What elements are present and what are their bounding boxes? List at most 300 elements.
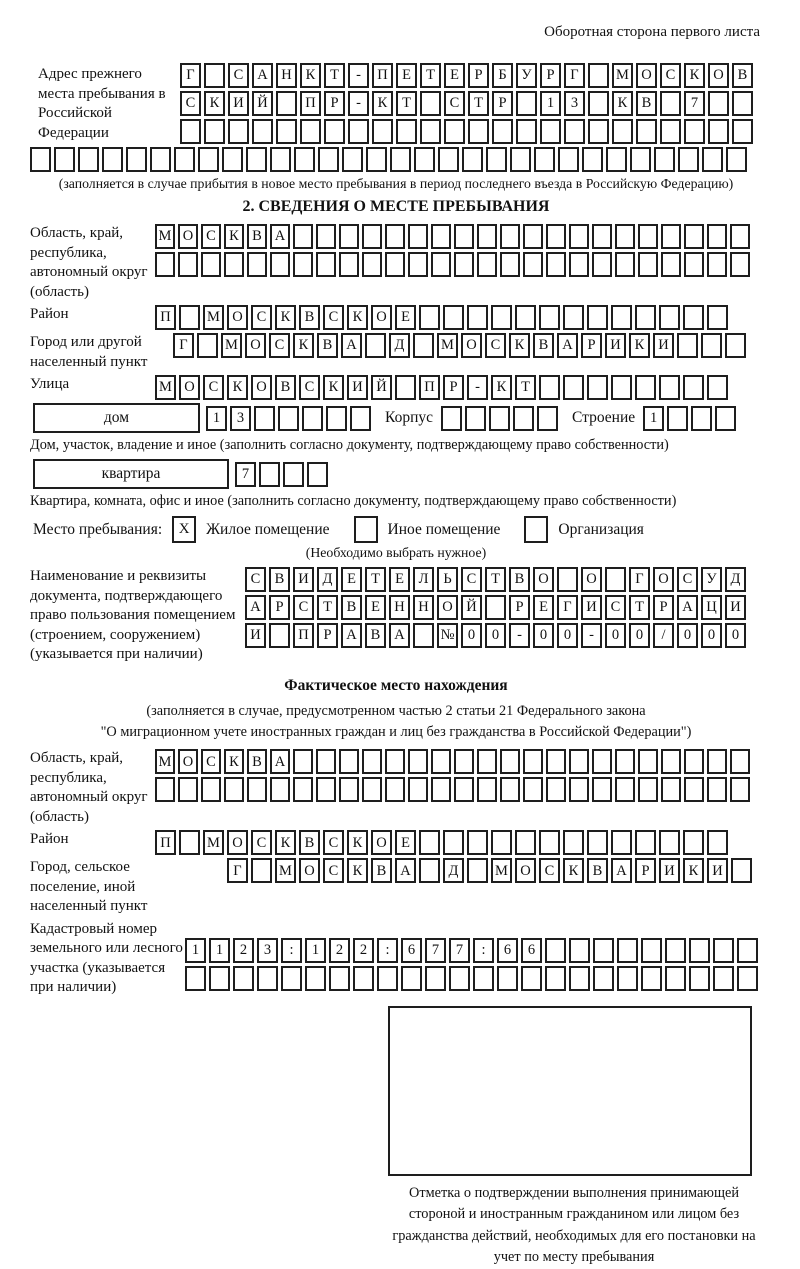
char-cell bbox=[611, 830, 632, 855]
char-cell: Г bbox=[557, 595, 578, 620]
char-cell: П bbox=[372, 63, 393, 88]
char-cell bbox=[638, 252, 658, 277]
char-cell: К bbox=[629, 333, 650, 358]
char-cell: А bbox=[341, 623, 362, 648]
field-label-street: Улица bbox=[30, 376, 70, 392]
char-cell bbox=[707, 305, 728, 330]
char-cell: С bbox=[539, 858, 560, 883]
char-cell bbox=[683, 830, 704, 855]
char-cell: И bbox=[581, 595, 602, 620]
char-cell bbox=[730, 224, 750, 249]
char-cell: Р bbox=[324, 91, 345, 116]
char-cell: В bbox=[275, 375, 296, 400]
char-cell: Г bbox=[173, 333, 194, 358]
char-cell bbox=[477, 749, 497, 774]
char-cell bbox=[606, 147, 627, 172]
char-cell bbox=[707, 830, 728, 855]
char-cell: С bbox=[180, 91, 201, 116]
char-cell bbox=[180, 119, 201, 144]
char-cell: В bbox=[247, 749, 267, 774]
char-cell: А bbox=[270, 749, 290, 774]
char-cell-row bbox=[155, 252, 750, 277]
char-cell: Р bbox=[509, 595, 530, 620]
char-cell bbox=[521, 966, 542, 991]
district-field bbox=[30, 305, 762, 330]
char-cell: О bbox=[533, 567, 554, 592]
cadastral-field bbox=[30, 920, 762, 998]
char-cell: А bbox=[389, 623, 410, 648]
char-cell bbox=[638, 224, 658, 249]
char-cell: Н bbox=[413, 595, 434, 620]
char-cell bbox=[691, 406, 712, 431]
char-cell bbox=[54, 147, 75, 172]
char-cell bbox=[316, 252, 336, 277]
char-cell: 3 bbox=[564, 91, 585, 116]
char-cell bbox=[477, 224, 497, 249]
char-cell: В bbox=[533, 333, 554, 358]
char-cell: М bbox=[203, 830, 224, 855]
prev-address-block bbox=[30, 63, 762, 144]
char-cell bbox=[569, 966, 590, 991]
char-cell bbox=[204, 63, 225, 88]
char-cell: О bbox=[581, 567, 602, 592]
char-cell: 0 bbox=[629, 623, 650, 648]
char-cell bbox=[701, 333, 722, 358]
char-cell bbox=[102, 147, 123, 172]
option-label-other-premises: Иное помещение bbox=[387, 520, 501, 538]
char-cell bbox=[278, 406, 299, 431]
char-cell: Т bbox=[468, 91, 489, 116]
char-cell bbox=[468, 119, 489, 144]
char-cell bbox=[545, 938, 566, 963]
char-cell bbox=[731, 858, 752, 883]
char-cell bbox=[684, 252, 704, 277]
char-cell: Р bbox=[635, 858, 656, 883]
char-cell: С bbox=[251, 830, 272, 855]
char-cell: Р bbox=[653, 595, 674, 620]
char-cell: 2 bbox=[329, 938, 350, 963]
char-cell: Й bbox=[252, 91, 273, 116]
char-cell bbox=[324, 119, 345, 144]
char-cell: 1 bbox=[206, 406, 227, 431]
char-cell-row bbox=[180, 91, 753, 116]
char-cell: О bbox=[708, 63, 729, 88]
char-cell: П bbox=[155, 830, 176, 855]
char-cell bbox=[150, 147, 171, 172]
char-cell bbox=[611, 375, 632, 400]
char-cell bbox=[737, 938, 758, 963]
char-cell bbox=[477, 777, 497, 802]
char-cell: И bbox=[659, 858, 680, 883]
char-cell bbox=[302, 406, 323, 431]
char-cell: О bbox=[437, 595, 458, 620]
char-cell: М bbox=[221, 333, 242, 358]
char-cell: К bbox=[275, 305, 296, 330]
char-cell: С bbox=[677, 567, 698, 592]
char-cell: М bbox=[275, 858, 296, 883]
char-cell bbox=[660, 91, 681, 116]
char-cell: Г bbox=[564, 63, 585, 88]
char-cell bbox=[707, 777, 727, 802]
char-cell: С bbox=[444, 91, 465, 116]
korpus-label: Корпус bbox=[385, 409, 433, 426]
char-cell: - bbox=[348, 63, 369, 88]
field-label-document: Наименование и реквизиты документа, подтверждающего право пользования помещением (строением, сооружением) (указывается при наличии) bbox=[30, 568, 236, 662]
char-cell: С bbox=[660, 63, 681, 88]
char-cell bbox=[78, 147, 99, 172]
char-cell bbox=[362, 224, 382, 249]
char-cell bbox=[293, 777, 313, 802]
apartment-type-box: квартира bbox=[33, 459, 229, 489]
char-cell-row bbox=[155, 830, 728, 855]
char-cell bbox=[467, 858, 488, 883]
char-cell bbox=[366, 147, 387, 172]
char-cell: И bbox=[725, 595, 746, 620]
char-cell: Д bbox=[443, 858, 464, 883]
char-cell: Р bbox=[468, 63, 489, 88]
stroenie-label: Строение bbox=[572, 409, 636, 426]
char-cell bbox=[179, 830, 200, 855]
char-cell-row bbox=[245, 567, 746, 592]
char-cell bbox=[546, 777, 566, 802]
char-cell bbox=[179, 305, 200, 330]
char-cell bbox=[431, 777, 451, 802]
char-cell-row bbox=[155, 777, 750, 802]
char-cell bbox=[270, 147, 291, 172]
char-cell bbox=[307, 462, 328, 487]
apartment-line bbox=[33, 459, 762, 489]
char-cell bbox=[661, 777, 681, 802]
checkbox-other-premises bbox=[354, 516, 378, 543]
char-cell: № bbox=[437, 623, 458, 648]
char-cell bbox=[408, 777, 428, 802]
field-label-prev-address: Адрес прежнего места пребывания в Российской Федерации bbox=[38, 66, 166, 141]
char-cell: В bbox=[247, 224, 267, 249]
char-cell: С bbox=[245, 567, 266, 592]
char-cell bbox=[269, 623, 290, 648]
char-cell bbox=[385, 224, 405, 249]
char-cell bbox=[667, 406, 688, 431]
char-cell bbox=[270, 777, 290, 802]
char-cell: А bbox=[245, 595, 266, 620]
char-cell bbox=[540, 119, 561, 144]
char-cell bbox=[222, 147, 243, 172]
char-cell: 0 bbox=[557, 623, 578, 648]
char-cell bbox=[737, 966, 758, 991]
char-cell bbox=[612, 119, 633, 144]
char-cell bbox=[467, 305, 488, 330]
prev-address-note: (заполняется в случае прибытия в новое место пребывания в период последнего въезда в Российскую Федерацию) bbox=[58, 176, 734, 191]
char-cell bbox=[339, 224, 359, 249]
char-cell bbox=[316, 777, 336, 802]
confirmation-area bbox=[30, 1006, 762, 1269]
char-cell: Т bbox=[365, 567, 386, 592]
char-cell: - bbox=[509, 623, 530, 648]
char-cell bbox=[546, 224, 566, 249]
char-cell bbox=[408, 252, 428, 277]
char-cell: С bbox=[323, 305, 344, 330]
char-cell: Д bbox=[725, 567, 746, 592]
char-cell: К bbox=[227, 375, 248, 400]
char-cell bbox=[515, 830, 536, 855]
char-cell: - bbox=[581, 623, 602, 648]
char-cell bbox=[350, 406, 371, 431]
char-cell bbox=[563, 305, 584, 330]
char-cell bbox=[678, 147, 699, 172]
char-cell: 7 bbox=[684, 91, 705, 116]
char-cell: В bbox=[299, 830, 320, 855]
char-cell bbox=[293, 749, 313, 774]
char-cell bbox=[569, 938, 590, 963]
char-cell bbox=[396, 119, 417, 144]
char-cell bbox=[546, 252, 566, 277]
char-cell bbox=[294, 147, 315, 172]
char-cell bbox=[293, 252, 313, 277]
char-cell bbox=[732, 119, 753, 144]
subtitle-line-1: (заполняется в случае, предусмотренном частью 2 статьи 21 Федерального закона bbox=[146, 702, 646, 719]
char-cell bbox=[254, 406, 275, 431]
char-cell bbox=[615, 252, 635, 277]
char-cell bbox=[489, 406, 510, 431]
char-cell: О bbox=[179, 375, 200, 400]
char-cell bbox=[491, 830, 512, 855]
char-cell: Т bbox=[485, 567, 506, 592]
char-cell: А bbox=[557, 333, 578, 358]
char-cell bbox=[665, 966, 686, 991]
char-cell: Й bbox=[371, 375, 392, 400]
char-cell: Р bbox=[317, 623, 338, 648]
char-cell: М bbox=[437, 333, 458, 358]
char-cell: О bbox=[299, 858, 320, 883]
char-cell bbox=[497, 966, 518, 991]
char-cell bbox=[201, 252, 221, 277]
char-cell: 0 bbox=[725, 623, 746, 648]
char-cell: К bbox=[509, 333, 530, 358]
char-cell: 0 bbox=[701, 623, 722, 648]
char-cell bbox=[635, 305, 656, 330]
char-cell: 1 bbox=[305, 938, 326, 963]
char-cell bbox=[155, 252, 175, 277]
char-cell: П bbox=[155, 305, 176, 330]
char-cell bbox=[615, 777, 635, 802]
char-cell: С bbox=[203, 375, 224, 400]
char-cell bbox=[684, 749, 704, 774]
char-cell bbox=[385, 252, 405, 277]
char-cell bbox=[587, 375, 608, 400]
char-cell: Е bbox=[389, 567, 410, 592]
char-cell: М bbox=[155, 375, 176, 400]
char-cell: М bbox=[612, 63, 633, 88]
char-cell: В bbox=[732, 63, 753, 88]
char-cell-row bbox=[185, 938, 758, 963]
char-cell bbox=[246, 147, 267, 172]
char-cell: 1 bbox=[540, 91, 561, 116]
char-cell: С bbox=[605, 595, 626, 620]
char-cell bbox=[259, 462, 280, 487]
char-cell bbox=[684, 224, 704, 249]
char-cell: К bbox=[684, 63, 705, 88]
char-cell: О bbox=[515, 858, 536, 883]
char-cell bbox=[276, 91, 297, 116]
char-cell: С bbox=[228, 63, 249, 88]
char-cell: О bbox=[371, 305, 392, 330]
char-cell: В bbox=[365, 623, 386, 648]
char-cell bbox=[661, 252, 681, 277]
page-side-note: Оборотная сторона первого листа bbox=[544, 24, 760, 40]
char-cell: И bbox=[347, 375, 368, 400]
document-field bbox=[30, 567, 762, 665]
char-cell bbox=[615, 749, 635, 774]
char-cell: Т bbox=[317, 595, 338, 620]
char-cell bbox=[715, 406, 736, 431]
stay-type-label: Место пребывания: bbox=[33, 520, 163, 538]
char-cell bbox=[420, 119, 441, 144]
char-cell bbox=[593, 966, 614, 991]
actual-location-subtitle bbox=[30, 701, 762, 744]
char-cell bbox=[587, 830, 608, 855]
char-cell: В bbox=[371, 858, 392, 883]
char-cell: А bbox=[395, 858, 416, 883]
house-type-box: дом bbox=[33, 403, 200, 433]
char-cell bbox=[513, 406, 534, 431]
char-cell bbox=[539, 375, 560, 400]
char-cell bbox=[326, 406, 347, 431]
confirmation-mark-caption: Отметка о подтверждении выполнения принимающей стороной и иностранным гражданином или лицом без гражданства действий, необходимых для его постановки на учет по месту пребывания bbox=[392, 1184, 756, 1266]
char-cell bbox=[683, 375, 704, 400]
char-cell bbox=[247, 252, 267, 277]
char-cell bbox=[510, 147, 531, 172]
char-cell bbox=[569, 224, 589, 249]
char-cell: М bbox=[203, 305, 224, 330]
char-cell: С bbox=[299, 375, 320, 400]
checkbox-residential: X bbox=[172, 516, 196, 543]
char-cell: Н bbox=[389, 595, 410, 620]
char-cell bbox=[659, 830, 680, 855]
stroenie-cells bbox=[643, 406, 736, 431]
char-cell bbox=[702, 147, 723, 172]
region-field bbox=[30, 224, 762, 302]
char-cell: С bbox=[461, 567, 482, 592]
apartment-number-cells bbox=[235, 462, 328, 487]
stay-type-line bbox=[33, 516, 762, 543]
char-cell bbox=[486, 147, 507, 172]
char-cell bbox=[339, 252, 359, 277]
char-cell bbox=[636, 119, 657, 144]
char-cell bbox=[473, 966, 494, 991]
char-cell bbox=[557, 567, 578, 592]
char-cell: А bbox=[341, 333, 362, 358]
char-cell: Т bbox=[420, 63, 441, 88]
city-field bbox=[30, 333, 762, 372]
char-cell bbox=[569, 252, 589, 277]
char-cell bbox=[641, 966, 662, 991]
char-cell bbox=[228, 119, 249, 144]
char-cell: Р bbox=[443, 375, 464, 400]
char-cell-row bbox=[180, 63, 753, 88]
field-label-cadastral: Кадастровый номер земельного или лесного участка (указывается при наличии) bbox=[30, 920, 183, 996]
char-cell bbox=[465, 406, 486, 431]
char-cell: Ь bbox=[437, 567, 458, 592]
char-cell: 6 bbox=[401, 938, 422, 963]
char-cell: Н bbox=[276, 63, 297, 88]
char-cell bbox=[174, 147, 195, 172]
char-cell: 2 bbox=[353, 938, 374, 963]
char-cell bbox=[283, 462, 304, 487]
char-cell: Е bbox=[396, 63, 417, 88]
char-cell bbox=[414, 147, 435, 172]
char-cell bbox=[523, 749, 543, 774]
char-cell bbox=[419, 305, 440, 330]
char-cell: 6 bbox=[497, 938, 518, 963]
char-cell: К bbox=[563, 858, 584, 883]
char-cell bbox=[155, 777, 175, 802]
char-cell: Ц bbox=[701, 595, 722, 620]
char-cell: К bbox=[347, 858, 368, 883]
apartment-note: Квартира, комната, офис и иное (заполнить согласно документу, подтверждающему право собственности) bbox=[30, 493, 677, 509]
char-cell bbox=[500, 252, 520, 277]
char-cell bbox=[247, 777, 267, 802]
char-cell bbox=[635, 830, 656, 855]
char-cell bbox=[329, 966, 350, 991]
char-cell bbox=[684, 777, 704, 802]
char-cell bbox=[659, 375, 680, 400]
char-cell bbox=[516, 91, 537, 116]
char-cell: А bbox=[611, 858, 632, 883]
char-cell: В bbox=[341, 595, 362, 620]
char-cell bbox=[425, 966, 446, 991]
char-cell bbox=[707, 252, 727, 277]
char-cell: 0 bbox=[485, 623, 506, 648]
char-cell: Е bbox=[444, 63, 465, 88]
char-cell bbox=[515, 305, 536, 330]
char-cell bbox=[293, 224, 313, 249]
char-cell bbox=[611, 305, 632, 330]
char-cell bbox=[462, 147, 483, 172]
char-cell-row bbox=[155, 305, 728, 330]
house-note: Дом, участок, владение и иное (заполнить согласно документу, подтверждающему право собственности) bbox=[30, 437, 669, 453]
char-cell: А bbox=[252, 63, 273, 88]
char-cell bbox=[500, 224, 520, 249]
char-cell: М bbox=[491, 858, 512, 883]
char-cell: И bbox=[293, 567, 314, 592]
char-cell bbox=[588, 91, 609, 116]
char-cell: 6 bbox=[521, 938, 542, 963]
char-cell bbox=[582, 147, 603, 172]
char-cell bbox=[443, 830, 464, 855]
char-cell: С bbox=[251, 305, 272, 330]
char-cell bbox=[252, 119, 273, 144]
char-cell bbox=[281, 966, 302, 991]
char-cell bbox=[419, 830, 440, 855]
char-cell: Р bbox=[269, 595, 290, 620]
char-cell: 7 bbox=[449, 938, 470, 963]
option-label-residential: Жилое помещение bbox=[206, 520, 330, 538]
stay-type-note: (Необходимо выбрать нужное) bbox=[305, 545, 487, 560]
char-cell: О bbox=[178, 749, 198, 774]
confirmation-mark-area bbox=[388, 1006, 760, 1269]
char-cell: - bbox=[467, 375, 488, 400]
char-cell bbox=[477, 252, 497, 277]
region-cell-rows bbox=[155, 224, 750, 277]
char-cell: К bbox=[204, 91, 225, 116]
char-cell bbox=[523, 224, 543, 249]
char-cell bbox=[300, 119, 321, 144]
char-cell: И bbox=[605, 333, 626, 358]
char-cell bbox=[592, 777, 612, 802]
char-cell-row bbox=[173, 333, 746, 358]
char-cell: : bbox=[377, 938, 398, 963]
char-cell bbox=[185, 966, 206, 991]
